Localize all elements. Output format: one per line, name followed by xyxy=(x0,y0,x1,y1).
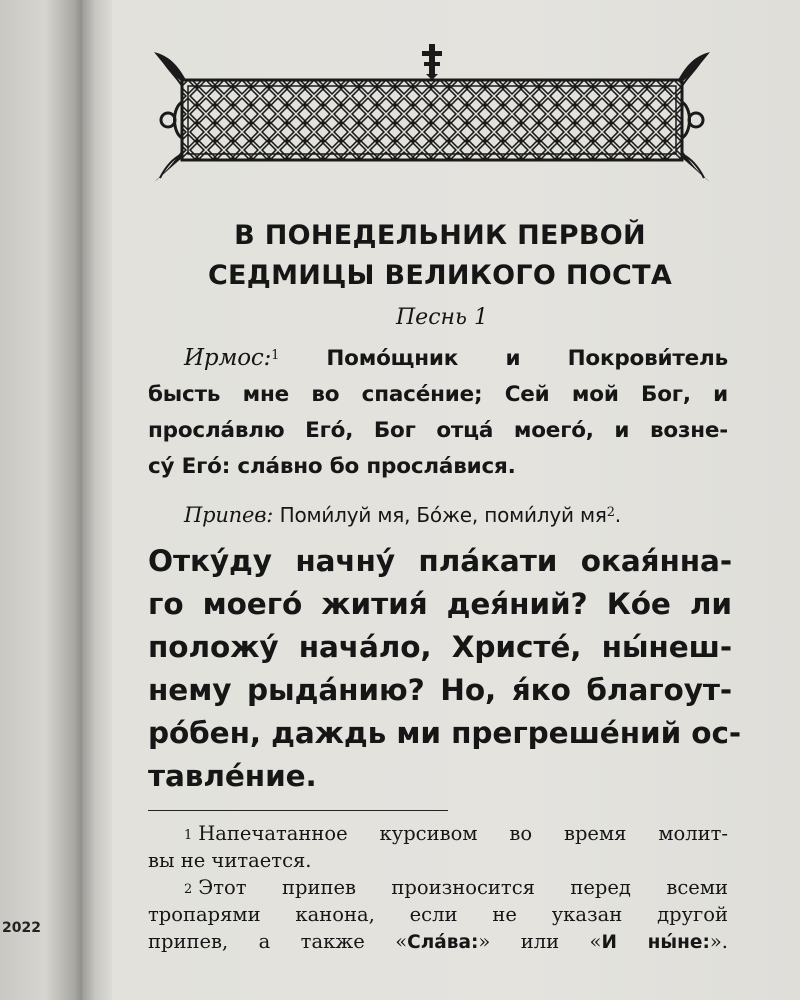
footnote-1-line-1: $^1$ Напечатанное курсивом во время молит- xyxy=(184,822,728,845)
troparion-line-4: нему рыда́нию? Но, я́ко благоут- xyxy=(148,673,732,707)
interlace-ornament-header xyxy=(152,42,712,182)
page-title-line-1: В ПОНЕДЕЛЬНИК ПЕРВОЙ xyxy=(234,220,646,251)
irmos-text-1: Помо́щник и Покрови́тель xyxy=(326,346,728,371)
previous-page-year: 2022 xyxy=(2,920,41,936)
irmos-text-4: су́ Его́: сла́вно бо просла́вися. xyxy=(148,454,516,479)
footnote-2-mark: 2 xyxy=(184,882,193,897)
troparion-line-5: ро́бен, даждь ми прегреше́ний ос- xyxy=(148,716,742,750)
refrain-text: Поми́луй мя, Бо́же, поми́луй мя xyxy=(279,503,607,527)
irmos-label: Ирмос: xyxy=(184,345,272,371)
troparion-line-1: Отку́ду начну́ пла́кати окая́нна- xyxy=(148,544,732,578)
footnote-2-line-1: $^2$ Этот припев произносится перед всеми xyxy=(184,876,728,899)
footnote-2-line-2: тропарями канона, если не указан другой xyxy=(148,903,728,926)
troparion-line-2: го моего́ жития́ дея́ний? Ко́е ли xyxy=(148,587,732,621)
slava-marker: Сла́ва: xyxy=(407,932,479,953)
footnote-mark-2: 2 xyxy=(606,505,615,520)
footnote-1-line-2: вы не читается. xyxy=(148,849,312,872)
irmos-text-2: бысть мне во спасе́ние; Сей мой Бог, и xyxy=(148,382,728,407)
book-gutter xyxy=(82,0,112,1000)
troparion-line-6: тавле́ние. xyxy=(148,759,317,793)
i-nyne-marker: И ны́не: xyxy=(601,932,710,953)
cross-icon xyxy=(422,44,442,80)
previous-page-edge xyxy=(0,0,82,1000)
refrain-end: . xyxy=(614,503,621,527)
refrain-paragraph xyxy=(184,497,744,533)
footnote-mark-1: 1 xyxy=(271,348,280,363)
song-heading: Песнь 1 xyxy=(396,305,488,330)
irmos-line-1 xyxy=(148,340,728,377)
irmos-paragraph xyxy=(148,340,728,485)
footnote-divider xyxy=(148,810,448,811)
footnote-1-mark: 1 xyxy=(184,828,193,843)
troparion-paragraph xyxy=(148,540,742,798)
refrain-label: Припев: xyxy=(184,503,274,527)
footnote-2-line-3: припев, а также «Сла́ва:» или «И ны́не:». xyxy=(148,930,729,953)
irmos-text-3: просла́влю Его́, Бог отца́ моего́, и возне- xyxy=(148,418,728,443)
troparion-line-3: положу́ нача́ло, Христе́, ны́неш- xyxy=(148,630,732,664)
page-title-line-2: СЕДМИЦЫ ВЕЛИКОГО ПОСТА xyxy=(207,260,673,291)
footnotes xyxy=(148,820,728,956)
book-page xyxy=(112,0,800,1000)
